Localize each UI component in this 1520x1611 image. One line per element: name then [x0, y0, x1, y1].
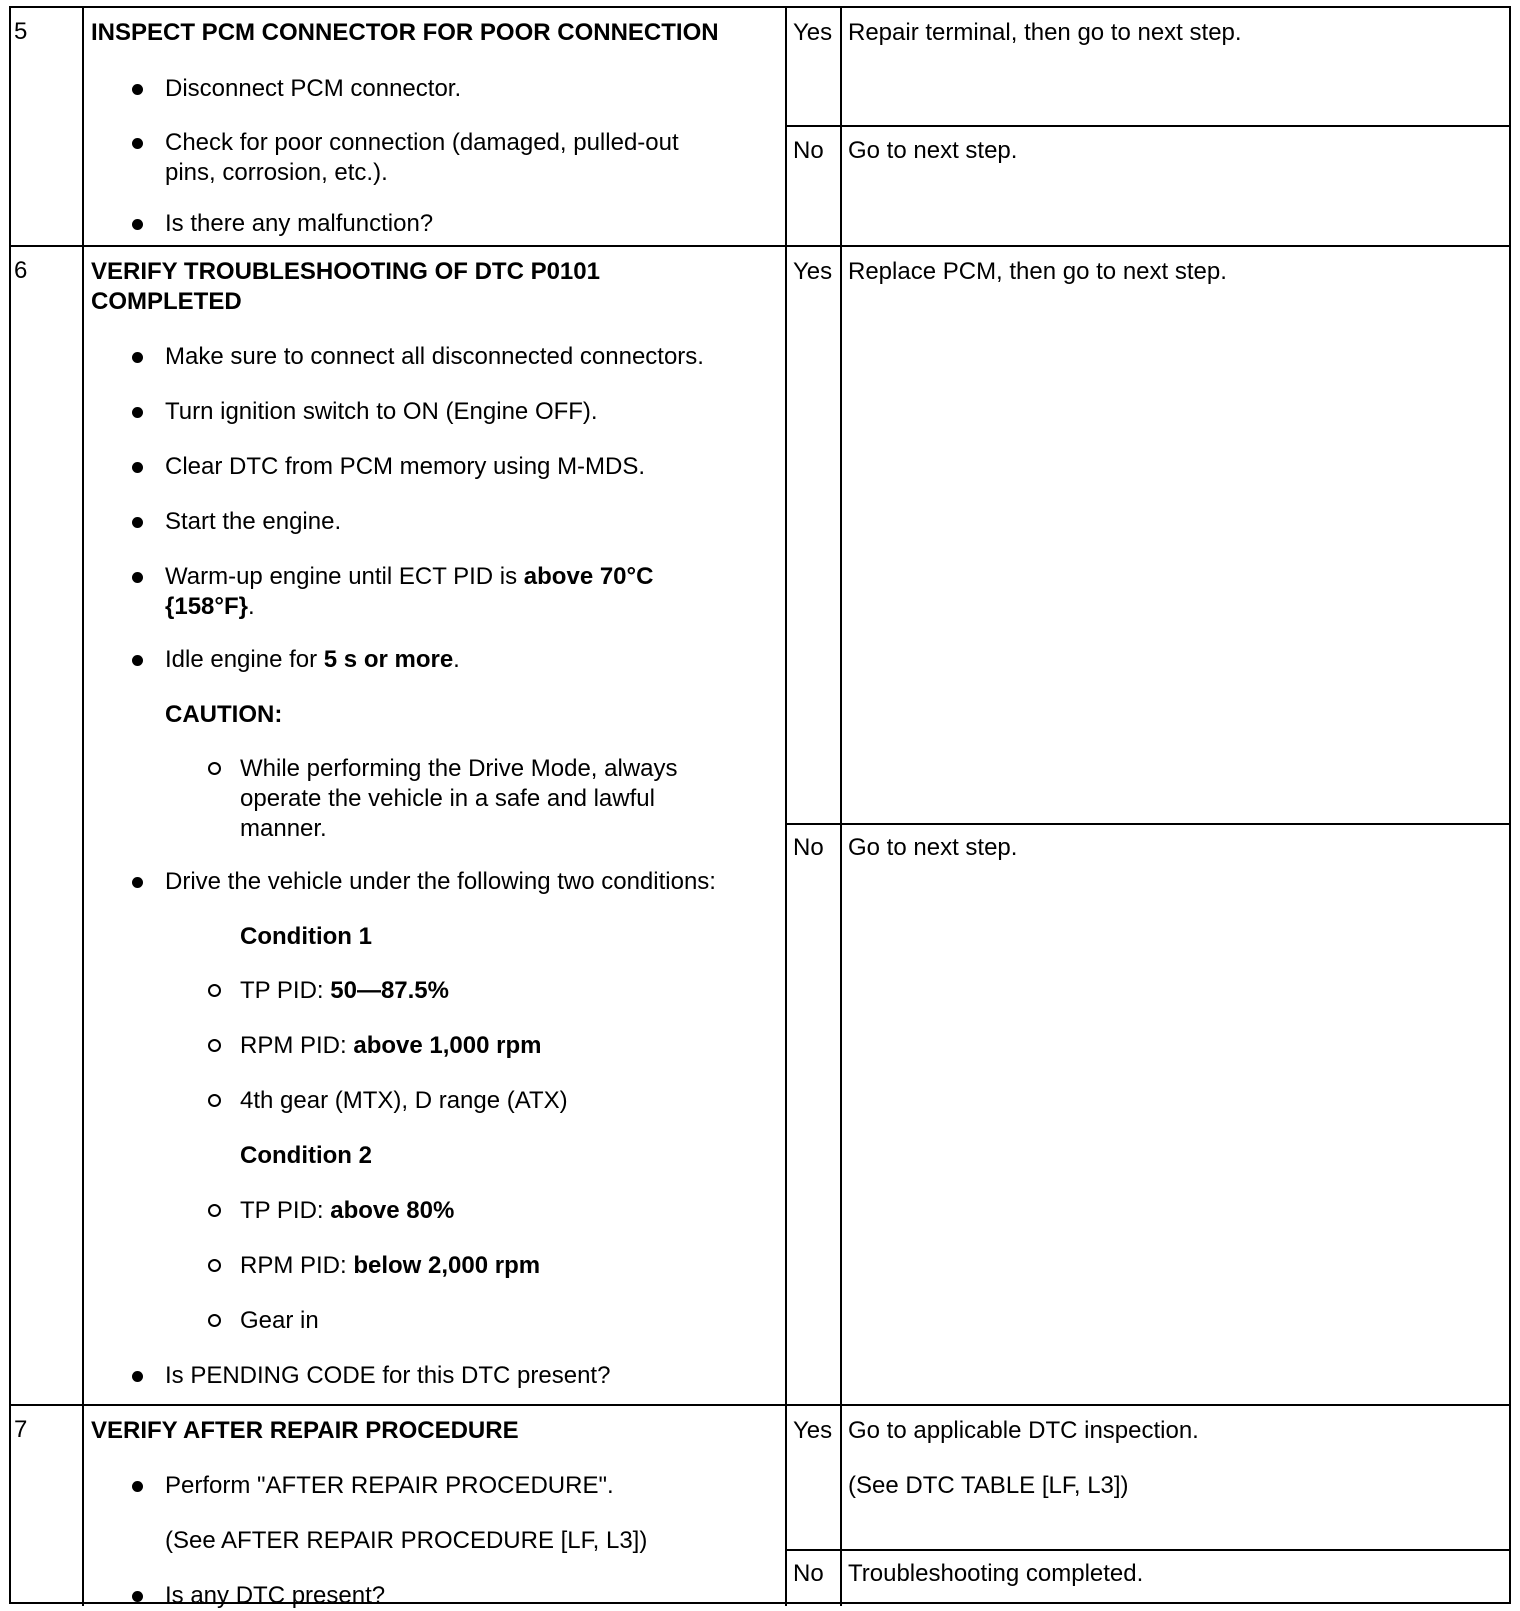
instruction-text: Disconnect PCM connector.	[165, 75, 462, 102]
instruction-text: {158°F}.	[165, 593, 255, 620]
instruction-text: Is there any malfunction?	[165, 210, 434, 237]
circle-bullet-icon	[208, 1314, 221, 1327]
bullet-icon	[132, 572, 143, 583]
bullet-icon	[132, 1371, 143, 1382]
bullet-icon	[132, 84, 143, 95]
bullet-icon	[132, 1481, 143, 1492]
step-row-7	[11, 1404, 1509, 1609]
yes-action: Replace PCM, then go to next step.	[848, 258, 1227, 285]
no-action: Go to next step.	[848, 834, 1018, 861]
bullet-icon	[132, 407, 143, 418]
instruction-text: pins, corrosion, etc.).	[165, 159, 388, 186]
no-label: No	[793, 834, 824, 861]
bullet-icon	[132, 877, 143, 888]
condition-heading: Condition 2	[240, 1142, 372, 1169]
step-number: 6	[14, 257, 28, 284]
instruction-text: Idle engine for 5 s or more.	[165, 646, 460, 673]
troubleshooting-table	[9, 6, 1511, 1609]
yes-label: Yes	[793, 19, 833, 46]
caution-text: operate the vehicle in a safe and lawful	[240, 785, 655, 812]
step-row-5	[11, 8, 1509, 245]
condition-heading: Condition 1	[240, 923, 372, 950]
reference-link[interactable]: (See DTC TABLE [LF, L3])	[848, 1472, 1129, 1499]
bullet-icon	[132, 462, 143, 473]
no-action: Troubleshooting completed.	[848, 1560, 1144, 1587]
condition-text: RPM PID: below 2,000 rpm	[240, 1252, 541, 1279]
step-number: 5	[14, 18, 28, 45]
caution-text: While performing the Drive Mode, always	[240, 755, 678, 782]
bullet-icon	[132, 138, 143, 149]
circle-bullet-icon	[208, 762, 221, 775]
circle-bullet-icon	[208, 1259, 221, 1272]
bullet-icon	[132, 1591, 143, 1602]
yes-action: Repair terminal, then go to next step.	[848, 19, 1242, 46]
step-title: VERIFY TROUBLESHOOTING OF DTC P0101	[91, 258, 600, 285]
bullet-icon	[132, 517, 143, 528]
step-title: INSPECT PCM CONNECTOR FOR POOR CONNECTION	[91, 19, 719, 46]
condition-text: RPM PID: above 1,000 rpm	[240, 1032, 542, 1059]
condition-text: 4th gear (MTX), D range (ATX)	[240, 1087, 568, 1114]
bullet-icon	[132, 219, 143, 230]
step-number: 7	[14, 1416, 28, 1443]
instruction-text: Is PENDING CODE for this DTC present?	[165, 1362, 611, 1389]
circle-bullet-icon	[208, 1039, 221, 1052]
instruction-text: Turn ignition switch to ON (Engine OFF).	[165, 398, 598, 425]
circle-bullet-icon	[208, 984, 221, 997]
step-title: VERIFY AFTER REPAIR PROCEDURE	[91, 1417, 519, 1444]
instruction-text: Warm-up engine until ECT PID is above 70°C	[165, 563, 654, 590]
bullet-icon	[132, 655, 143, 666]
instruction-text: Is any DTC present?	[165, 1582, 386, 1609]
yes-label: Yes	[793, 258, 833, 285]
circle-bullet-icon	[208, 1204, 221, 1217]
reference-link[interactable]: (See AFTER REPAIR PROCEDURE [LF, L3])	[165, 1527, 648, 1554]
bullet-icon	[132, 352, 143, 363]
caution-text: manner.	[240, 815, 327, 842]
caution-heading: CAUTION:	[165, 701, 283, 728]
instruction-text: Drive the vehicle under the following two conditions:	[165, 868, 716, 895]
yes-label: Yes	[793, 1417, 833, 1444]
instruction-text: Make sure to connect all disconnected connectors.	[165, 343, 704, 370]
step-row-6	[11, 245, 1509, 1404]
no-label: No	[793, 137, 824, 164]
circle-bullet-icon	[208, 1094, 221, 1107]
instruction-text: Perform "AFTER REPAIR PROCEDURE".	[165, 1472, 614, 1499]
condition-text: TP PID: 50—87.5%	[240, 977, 449, 1004]
yes-action: Go to applicable DTC inspection.	[848, 1417, 1199, 1444]
no-label: No	[793, 1560, 824, 1587]
step-title: COMPLETED	[91, 288, 242, 315]
condition-text: Gear in	[240, 1307, 319, 1334]
condition-text: TP PID: above 80%	[240, 1197, 455, 1224]
instruction-text: Check for poor connection (damaged, pulled-out	[165, 129, 679, 156]
no-action: Go to next step.	[848, 137, 1018, 164]
instruction-text: Clear DTC from PCM memory using M-MDS.	[165, 453, 646, 480]
instruction-text: Start the engine.	[165, 508, 342, 535]
